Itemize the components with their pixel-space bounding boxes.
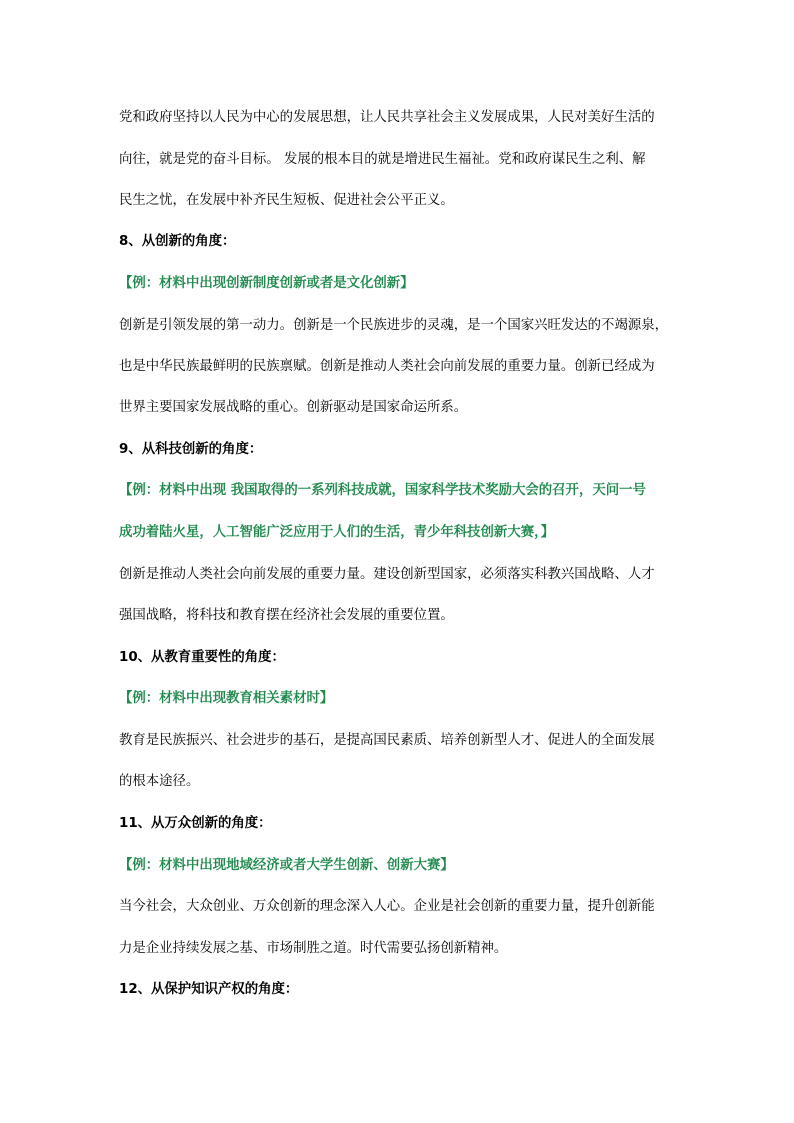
section-heading: 10、从教育重要性的角度：	[119, 650, 285, 665]
paragraph-line: 当今社会，大众创业、万众创新的理念深入人心。企业是社会创新的重要力量，提升创新能	[119, 899, 655, 914]
section-heading: 9、从科技创新的角度：	[119, 442, 263, 457]
paragraph-line: 强国战略，将科技和教育摆在经济社会发展的重要位置。	[119, 608, 454, 623]
paragraph-line: 向往，就是党的奋斗目标。 发展的根本目的就是增进民生福祉。党和政府谋民生之利、解	[119, 152, 646, 167]
paragraph-line: 教育是民族振兴、社会进步的基石，是提高国民素质、培养创新型人才、促进人的全面发展	[119, 733, 655, 748]
paragraph-line: 创新是推动人类社会向前发展的重要力量。建设创新型国家，必须落实科教兴国战略、人才	[119, 567, 655, 582]
section-heading: 12、从保护知识产权的角度：	[119, 982, 299, 997]
example-note: 【例：材料中出现地域经济或者大学生创新、创新大赛】	[119, 858, 454, 873]
example-note: 【例：材料中出现 我国取得的一系列科技成就，国家科学技术奖励大会的召开，天问一号	[119, 483, 646, 498]
paragraph-line: 的根本途径。	[119, 774, 200, 789]
paragraph-line: 也是中华民族最鲜明的民族禀赋。创新是推动人类社会向前发展的重要力量。创新已经成为	[119, 359, 655, 374]
paragraph-line: 创新是引领发展的第一动力。创新是一个民族进步的灵魂，是一个国家兴旺发达的不竭源泉，	[119, 318, 669, 333]
paragraph-line: 民生之忧，在发展中补齐民生短板、促进社会公平正义。	[119, 193, 454, 208]
example-note: 成功着陆火星，人工智能广泛应用于人们的生活，青少年科技创新大赛，】	[119, 525, 555, 540]
example-note: 【例：材料中出现创新制度创新或者是文化创新】	[119, 276, 414, 291]
paragraph-line: 力是企业持续发展之基、市场制胜之道。时代需要弘扬创新精神。	[119, 941, 508, 956]
paragraph-line: 党和政府坚持以人民为中心的发展思想，让人民共享社会主义发展成果，人民对美好生活的	[119, 110, 655, 125]
section-heading: 11、从万众创新的角度：	[119, 816, 272, 831]
paragraph-line: 世界主要国家发展战略的重心。创新驱动是国家命运所系。	[119, 400, 468, 415]
example-note: 【例：材料中出现教育相关素材时】	[119, 691, 334, 706]
section-heading: 8、从创新的角度：	[119, 234, 236, 249]
